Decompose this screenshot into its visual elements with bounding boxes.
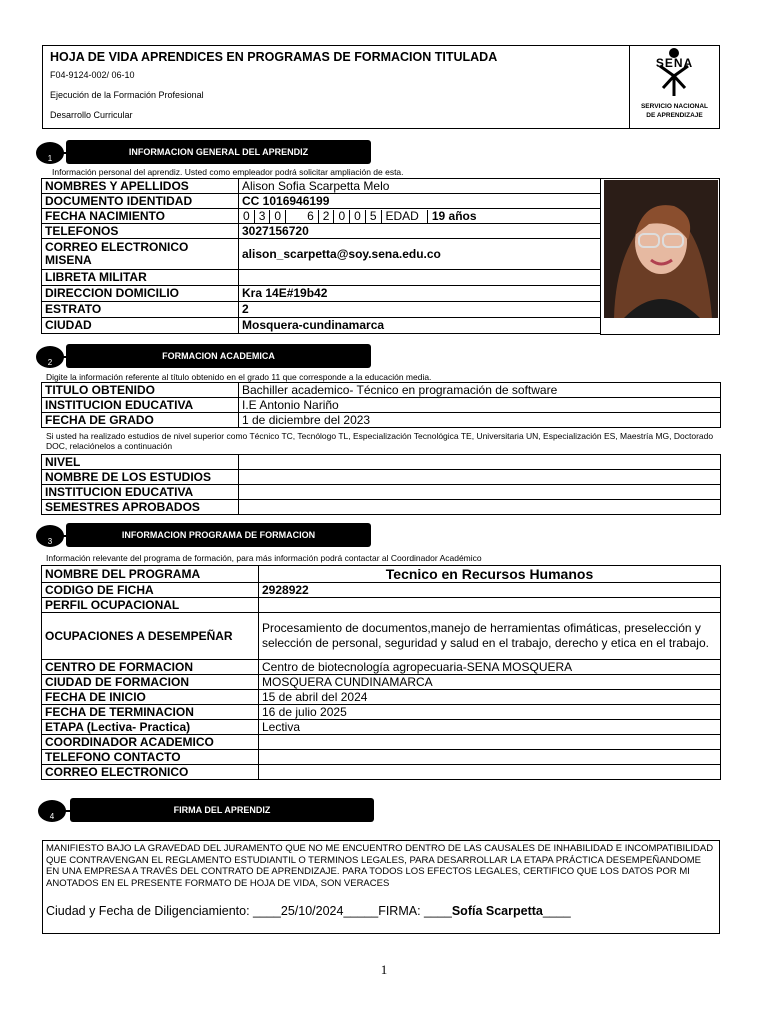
higher-ed-table	[41, 454, 721, 515]
firma-label: _____FIRMA: ____	[343, 904, 452, 918]
logo-subtitle-2: DE APRENDIZAJE	[646, 112, 703, 119]
page-number: 1	[380, 962, 388, 977]
grad-date-value: 1 de diciembre del 2023	[239, 413, 721, 428]
phone-value: 3027156720	[239, 224, 601, 239]
birth-digit: 3	[255, 210, 271, 223]
address-value: Kra 14E#19b42	[239, 286, 601, 302]
contact-phone-value	[259, 750, 721, 765]
birth-digit: 0	[239, 210, 255, 223]
center-label: CENTRO DE FORMACION	[42, 660, 259, 675]
end-date-label: FECHA DE TERMINACION	[42, 705, 259, 720]
birth-digit: 6	[303, 210, 319, 223]
firma-trailing: ____	[542, 904, 571, 918]
birth-value	[239, 209, 601, 224]
email-label-line-2: MISENA	[45, 253, 92, 267]
ficha-label: CODIGO DE FICHA	[42, 583, 259, 598]
program-name-label: NOMBRE DEL PROGRAMA	[42, 566, 259, 583]
higher-ed-note: Si usted ha realizado estudios de nivel superior como Técnico TC, Tecnólogo TL, Especialización Tecnológica TE, Universitaria UN, Especialización ES, Maestría MG, Doctorado DOC, relaciónelos a continuación	[46, 431, 714, 451]
phone-label: TELEFONOS	[42, 224, 239, 239]
section-3-badge: 3	[36, 525, 64, 547]
logo-cell	[629, 46, 719, 128]
general-info-table	[41, 178, 601, 334]
firma-value: Sofía Scarpetta	[451, 904, 543, 918]
academic-note: Digite la información referente al título obtenido en el grado 11 que corresponde a la educación media.	[46, 372, 432, 382]
stratum-value: 2	[239, 302, 601, 318]
birth-digit: 0	[350, 210, 366, 223]
semesters-value	[239, 500, 721, 515]
stage-value: Lectiva	[259, 720, 721, 735]
city-label: CIUDAD	[42, 318, 239, 334]
email-label-line-1: CORREO ELECTRONICO	[45, 240, 189, 254]
place-date-label: Ciudad y Fecha de Diligenciamiento: ____	[46, 904, 281, 918]
level-label: NIVEL	[42, 455, 239, 470]
age-value: 19 años	[431, 208, 477, 223]
document-code: F04-9124-002/ 06-10	[50, 70, 135, 80]
end-date-value: 16 de julio 2025	[259, 705, 721, 720]
contact-email-label: CORREO ELECTRONICO	[42, 765, 259, 780]
degree-label: TITULO OBTENIDO	[42, 383, 239, 398]
academic-table	[41, 382, 721, 428]
occupations-label: OCUPACIONES A DESEMPEÑAR	[42, 613, 259, 660]
coordinator-label: COORDINADOR ACADEMICO	[42, 735, 259, 750]
coordinator-value	[259, 735, 721, 750]
age-label: EDAD	[382, 210, 428, 223]
degree-value: Bachiller academico- Técnico en programación de software	[239, 383, 721, 398]
contact-phone-label: TELEFONO CONTACTO	[42, 750, 259, 765]
military-label: LIBRETA MILITAR	[42, 270, 239, 286]
section-1-title: INFORMACION GENERAL DEL APRENDIZ	[66, 140, 371, 164]
document-title: HOJA DE VIDA APRENDICES EN PROGRAMAS DE FORMACION TITULADA	[50, 50, 498, 64]
fill-date: 25/10/2024	[280, 904, 344, 918]
training-city-value: MOSQUERA CUNDINAMARCA	[259, 675, 721, 690]
section-2-title: FORMACION ACADEMICA	[66, 344, 371, 368]
start-date-label: FECHA DE INICIO	[42, 690, 259, 705]
header-line-2: Ejecución de la Formación Profesional	[50, 90, 204, 100]
studies-value	[239, 470, 721, 485]
institution-value: I.E Antonio Nariño	[239, 398, 721, 413]
signature-line	[46, 904, 571, 918]
start-date-value: 15 de abril del 2024	[259, 690, 721, 705]
grad-date-label: FECHA DE GRADO	[42, 413, 239, 428]
general-note: Información personal del aprendiz. Usted como empleador podrá solicitar ampliación de esta.	[52, 167, 404, 177]
institution-label: INSTITUCION EDUCATIVA	[42, 398, 239, 413]
birth-digit: 0	[334, 210, 350, 223]
names-label: NOMBRES Y APELLIDOS	[42, 179, 239, 194]
id-value: CC 1016946199	[239, 194, 601, 209]
section-1-badge: 1	[36, 142, 64, 164]
level-value	[239, 455, 721, 470]
military-value	[239, 270, 601, 286]
section-4-badge: 4	[38, 800, 66, 822]
institution-2-value	[239, 485, 721, 500]
address-label: DIRECCION DOMICILIO	[42, 286, 239, 302]
email-label	[42, 239, 239, 270]
declaration-text: MANIFIESTO BAJO LA GRAVEDAD DEL JURAMENTO QUE NO ME ENCUENTRO DENTRO DE LAS CAUSALES DE INHABILIDAD E INCOMPATIBILIDAD QUE CONTRAVENGAN EL REGLAMENTO ESTUDIANTIL O TERMINOS LEGALES, PARA DESARROLLAR LA ETAPA PRÁCTICA DESEMPEÑANDOME EN UNA EMPRESA A TRAVÉS DEL CONTRATO DE APRENDIZAJE. PARA TODOS LOS EFECTOS LEGALES, CERTIFICO QUE LOS DATOS POR MI ANOTADOS EN EL PRESENTE FORMATO DE HOJA DE VIDA, SON VERACES	[46, 843, 714, 889]
section-4-title: FIRMA DEL APRENDIZ	[70, 798, 374, 822]
institution-2-label: INSTITUCION EDUCATIVA	[42, 485, 239, 500]
applicant-photo	[604, 180, 718, 318]
ficha-value: 2928922	[259, 583, 721, 598]
profile-label: PERFIL OCUPACIONAL	[42, 598, 259, 613]
birth-label: FECHA NACIMIENTO	[42, 209, 239, 224]
id-label: DOCUMENTO IDENTIDAD	[42, 194, 239, 209]
training-city-label: CIUDAD DE FORMACION	[42, 675, 259, 690]
logo-wordmark: SENA	[655, 56, 694, 70]
section-3-title: INFORMACION PROGRAMA DE FORMACION	[66, 523, 371, 547]
contact-email-value	[259, 765, 721, 780]
email-value: alison_scarpetta@soy.sena.edu.co	[239, 239, 601, 270]
city-value: Mosquera-cundinamarca	[239, 318, 601, 334]
stage-label: ETAPA (Lectiva- Practica)	[42, 720, 259, 735]
occupations-value: Procesamiento de documentos,manejo de herramientas ofimáticas, preselección y selección de personal, seguridad y salud en el trabajo, derecho y etica en el trabajo.	[259, 613, 721, 660]
semesters-label: SEMESTRES APROBADOS	[42, 500, 239, 515]
section-2-badge: 2	[36, 346, 64, 368]
profile-value	[259, 598, 721, 613]
program-table	[41, 565, 721, 780]
logo-subtitle-1: SERVICIO NACIONAL	[640, 103, 709, 110]
stratum-label: ESTRATO	[42, 302, 239, 318]
header-line-3: Desarrollo Curricular	[50, 110, 133, 120]
center-value: Centro de biotecnología agropecuaria-SENA MOSQUERA	[259, 660, 721, 675]
names-value: Alison Sofia Scarpetta Melo	[239, 179, 601, 194]
birth-digit: 2	[319, 210, 335, 223]
birth-digit: 5	[366, 210, 382, 223]
studies-label: NOMBRE DE LOS ESTUDIOS	[42, 470, 239, 485]
birth-digit: 0	[270, 210, 286, 223]
program-note: Información relevante del programa de formación, para más información podrá contactar al Coordinador Académico	[46, 553, 482, 563]
program-name-value: Tecnico en Recursos Humanos	[259, 566, 721, 583]
